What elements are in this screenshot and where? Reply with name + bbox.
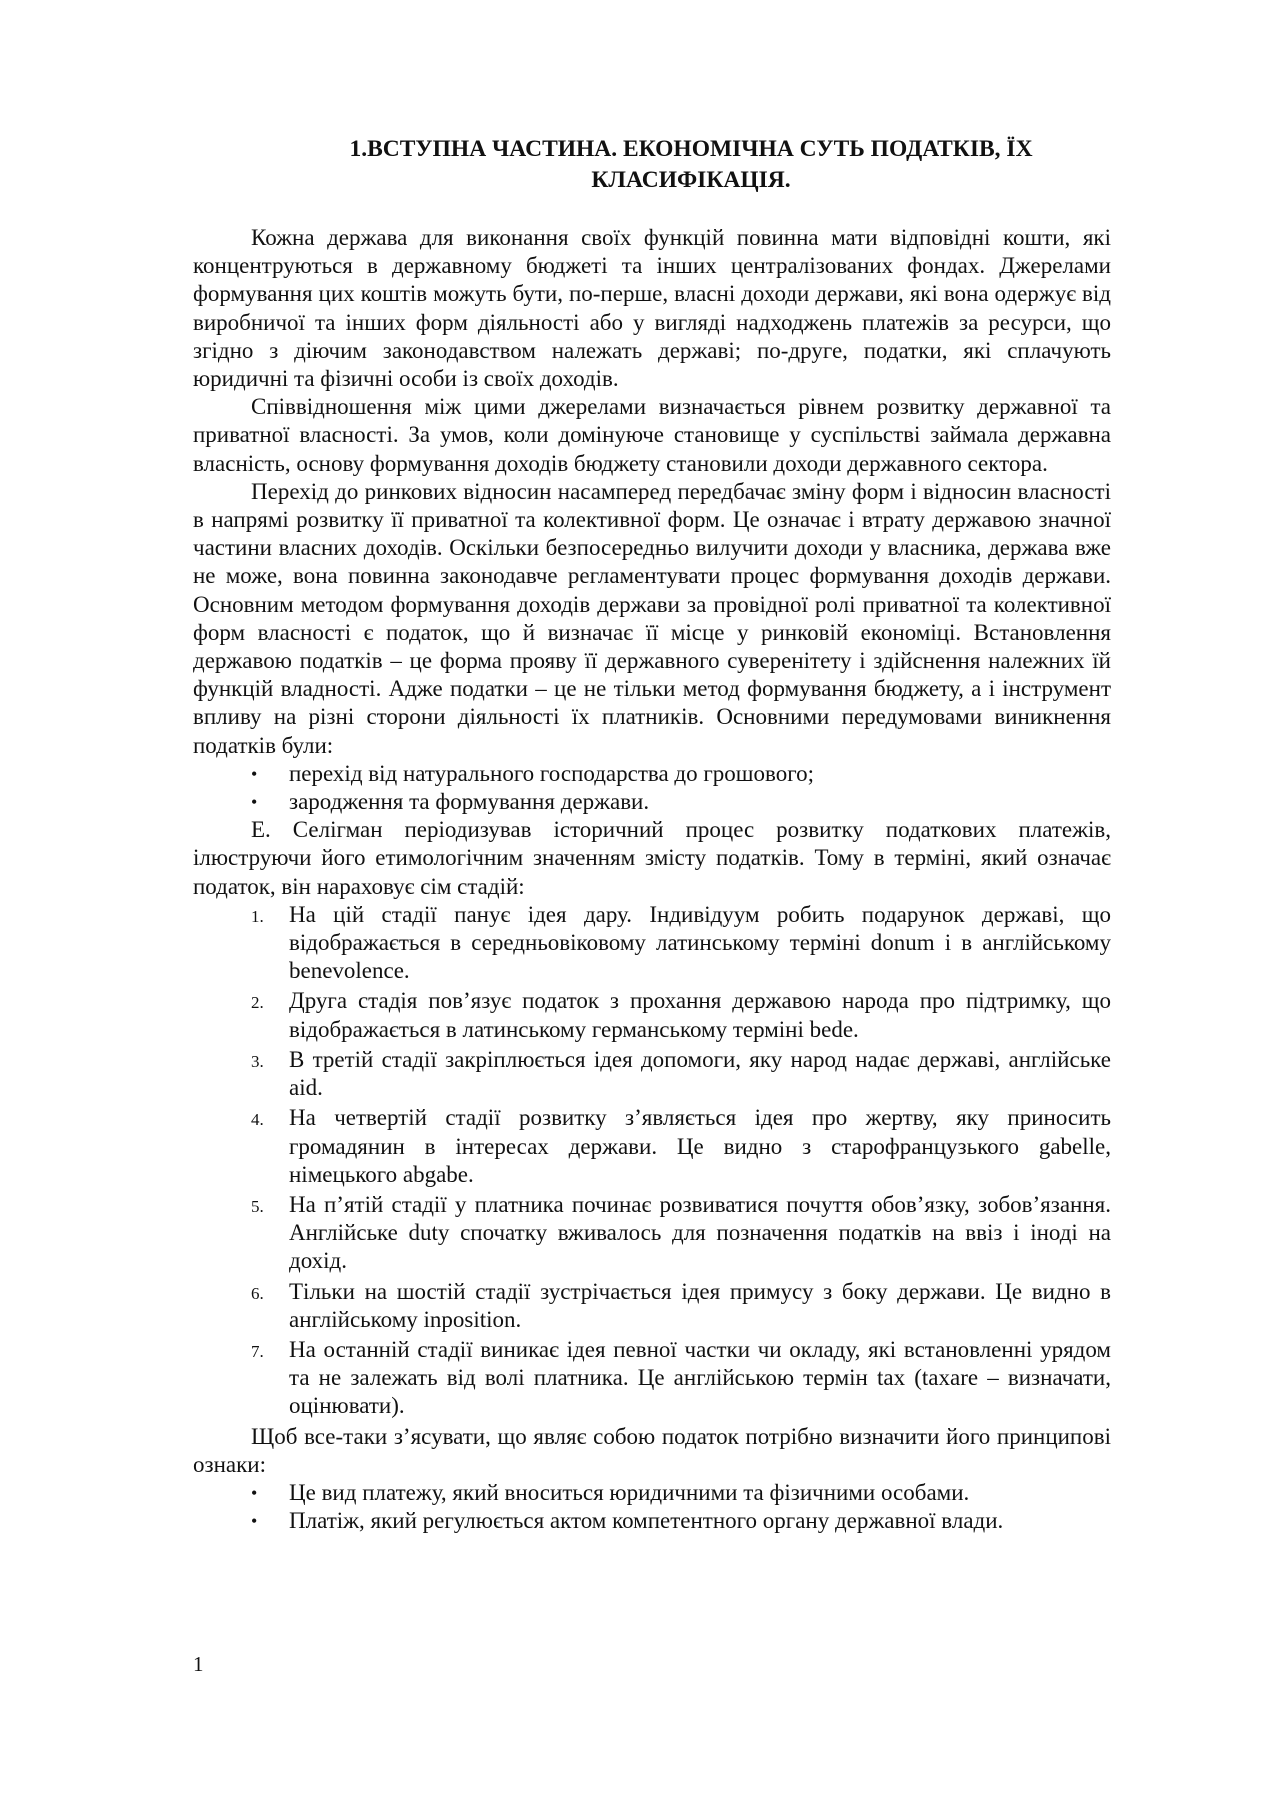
paragraph-sources-ratio: Співвідношення між цими джерелами визначається рівнем розвитку державної та приватної власності. За умов, коли домінуюче становище у суспільстві займала державна власність, основу формування доходів бюджету становили доходи державного сектора. bbox=[193, 394, 1111, 476]
list-number: 1. bbox=[251, 906, 264, 926]
list-item: • Платіж, який регулюється актом компетентного органу державної влади. bbox=[193, 1507, 1111, 1535]
list-number: 6. bbox=[251, 1283, 264, 1303]
list-item bbox=[193, 1046, 1111, 1102]
stages-list bbox=[193, 901, 1111, 1421]
list-item-text: Тільки на шостій стадії зустрічається ідея примусу з боку держави. Це видно в англійському inposition. bbox=[289, 1278, 1111, 1332]
list-number: 3. bbox=[251, 1051, 264, 1071]
section-title-line-2: КЛАСИФІКАЦІЯ. bbox=[591, 167, 791, 193]
list-item-text: В третій стадії закріплюється ідея допомоги, яку народ надає державі, англійське aid. bbox=[289, 1046, 1111, 1101]
list-number: 4. bbox=[251, 1110, 264, 1130]
list-item: • Це вид платежу, який вноситься юридичними та фізичними особами. bbox=[193, 1479, 1111, 1507]
list-number: 5. bbox=[251, 1196, 264, 1216]
list-item bbox=[193, 1104, 1111, 1189]
paragraph-market-transition: Перехід до ринкових відносин насамперед передбачає зміну форм і відносин власності в напрямі розвитку її приватної та колективної форм. Це означає і втрату державою значної частини власних доходів. Оскільки безпосередньо вилучити доходи у власника, держава вже не може, вона повинна законодавче регламентувати процес формування доходів держави. Основним методом формування доходів держави за провідної ролі приватної та колективної форм власності є податок, що й визначає її місце у ринковій економіці. Встановлення державою податків – це форма прояву її державного суверенітету і здійснення належних їй функцій владності. Адже податки – це не тільки метод формування бюджету, а і інструмент впливу на різні сторони діяльності їх платників. Основними передумовами виникнення податків були: bbox=[193, 478, 1111, 758]
list-item-text: На четвертій стадії розвитку з’являється ідея про жертву, яку приносить громадянин в інтересах держави. Це видно з старофранцузького gabelle, німецького abgabe. bbox=[289, 1105, 1111, 1187]
paragraph-states-funds: Кожна держава для виконання своїх функцій повинна мати відповідні кошти, які концентруються в державному бюджеті та інших централізованих фондах. Джерелами формування цих коштів можуть бути, по-перше, власні доходи держави, які вона одержує від виробничої та інших форм діяльності або у вигляді надходжень платежів за ресурси, що згідно з діючим законодавством належать державі; по-друге, податки, які сплачують юридичні та фізичні особи із своїх доходів. bbox=[193, 225, 1111, 392]
paragraph-seligman: Е. Селігман періодизував історичний процес розвитку податкових платежів, ілюструючи його етимологічним значенням змісту податків. Тому в терміні, який означає податок, він нараховує сім стадій: bbox=[193, 817, 1111, 899]
list-item bbox=[193, 901, 1111, 986]
list-item bbox=[193, 1278, 1111, 1334]
list-item bbox=[193, 1336, 1111, 1421]
document-page bbox=[193, 134, 1111, 1535]
list-item bbox=[193, 1191, 1111, 1276]
section-title-line-1: 1.ВСТУПНА ЧАСТИНА. ЕКОНОМІЧНА СУТЬ ПОДАТКІВ, ЇХ bbox=[349, 136, 1033, 162]
list-item-text: На останній стадії виникає ідея певної частки чи окладу, які встановленні урядом та не залежать від волі платника. Це англійською термін tax (taxare – визначати, оцінювати). bbox=[289, 1336, 1111, 1419]
paragraph-features: Щоб все-таки з’ясувати, що являє собою податок потрібно визначити його принципові ознаки: bbox=[193, 1423, 1111, 1477]
features-list bbox=[193, 1479, 1111, 1535]
list-item-text: Друга стадія пов’язує податок з прохання державою народа про підтримку, що відображається в латинському германському терміні bede. bbox=[289, 988, 1111, 1042]
list-number: 7. bbox=[251, 1341, 264, 1361]
list-item: • перехід від натурального господарства до грошового; bbox=[193, 760, 1111, 788]
list-item bbox=[193, 987, 1111, 1043]
list-item-text: На цій стадії панує ідея дару. Індивідуум робить подарунок державі, що відображається в середньовіковому латинському терміні donum і в англійському benevolence. bbox=[289, 901, 1111, 984]
list-number: 2. bbox=[251, 993, 264, 1013]
page-number: 1 bbox=[193, 1652, 204, 1676]
list-item-text: На п’ятій стадії у платника починає розвиватися почуття обов’язку, зобов’язання. Англійське duty спочатку вживалось для позначення податків на ввіз і іноді на дохід. bbox=[289, 1191, 1111, 1274]
list-item: • зародження та формування держави. bbox=[193, 788, 1111, 816]
prerequisites-list bbox=[193, 760, 1111, 816]
section-title bbox=[193, 134, 1111, 196]
